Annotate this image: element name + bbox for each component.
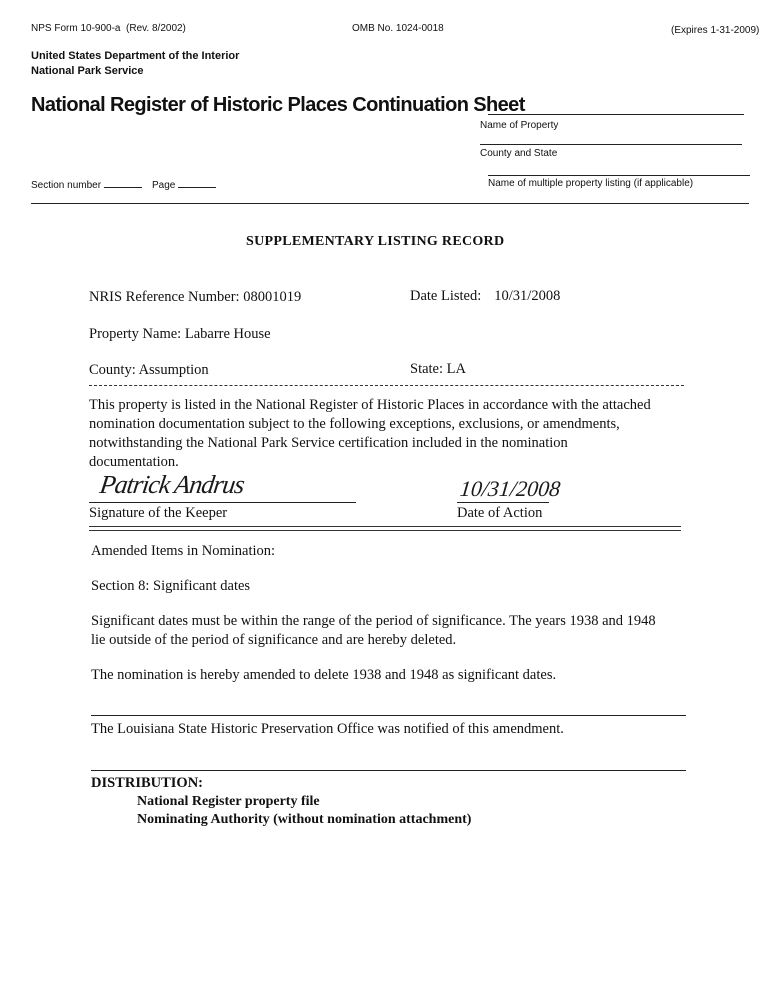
department-name: United States Department of the Interior	[31, 50, 240, 62]
amended-section: Section 8: Significant dates	[91, 578, 251, 594]
county-value: Assumption	[138, 362, 209, 378]
action-date-line	[457, 502, 549, 503]
page-label: Page	[152, 180, 176, 191]
expiration-date: (Expires 1-31-2009)	[671, 25, 760, 36]
name-of-property-label: Name of Property	[480, 120, 559, 131]
paragraph-line: Significant dates must be within the range of the period of significance. The years 1938 and 1948	[91, 613, 656, 629]
statement-line: notwithstanding the National Park Service certification included in the nomination	[89, 435, 568, 451]
date-listed-label: Date Listed:	[410, 288, 482, 304]
form-number: NPS Form 10-900-a	[31, 23, 121, 34]
dashed-divider	[89, 385, 684, 386]
nris-reference	[89, 289, 301, 306]
state-label: State:	[410, 361, 444, 377]
significant-dates-paragraph	[91, 612, 691, 650]
page-number-blank	[178, 177, 216, 188]
amendment-statement: The nomination is hereby amended to delete 1938 and 1948 as significant dates.	[91, 667, 557, 683]
property-name	[89, 326, 271, 343]
signature-line	[89, 502, 356, 503]
distribution-heading: DISTRIBUTION:	[91, 775, 203, 791]
nris-value: 08001019	[243, 289, 302, 305]
property-name-value: Labarre House	[184, 326, 271, 342]
agency-name: National Park Service	[31, 65, 144, 77]
listing-statement	[89, 396, 689, 472]
section-number-label: Section number	[31, 180, 102, 191]
distribution-item: National Register property file	[137, 794, 320, 809]
statement-line: This property is listed in the National Register of Historic Places in accordance with the attached	[89, 397, 651, 413]
double-divider	[89, 526, 681, 531]
shpo-notification: The Louisiana State Historic Preservation Office was notified of this amendment.	[91, 721, 564, 737]
multiple-listing-line	[488, 175, 750, 176]
omb-number: OMB No. 1024-0018	[352, 23, 444, 34]
header-divider	[31, 203, 749, 204]
county-state-label: County and State	[480, 148, 558, 159]
form-revision: (Rev. 8/2002)	[126, 23, 186, 34]
amended-items-heading: Amended Items in Nomination:	[91, 543, 276, 559]
nris-label: NRIS Reference Number:	[89, 289, 240, 305]
sheet-title: National Register of Historic Places Continuation Sheet	[31, 94, 525, 116]
multiple-listing-label: Name of multiple property listing (if applicable)	[488, 178, 694, 189]
distribution-item: Nominating Authority (without nomination attachment)	[137, 812, 472, 827]
section-number-blank	[104, 177, 142, 188]
keeper-signature: Patrick Andrus	[98, 470, 246, 499]
section-number-field	[31, 177, 142, 191]
county-label: County:	[89, 362, 136, 378]
page-field	[152, 177, 216, 191]
state-value: LA	[446, 361, 466, 377]
name-of-property-line	[488, 114, 744, 115]
signature-label: Signature of the Keeper	[89, 505, 228, 521]
county-state-line	[480, 144, 742, 145]
distribution-divider	[91, 770, 686, 771]
paragraph-line: lie outside of the period of significance and are hereby deleted.	[91, 632, 457, 648]
date-of-action-label: Date of Action	[457, 505, 543, 521]
form-id	[31, 23, 186, 34]
state	[410, 361, 466, 378]
date-listed-value: 10/31/2008	[494, 288, 561, 304]
statement-line: documentation.	[89, 454, 179, 470]
notification-divider	[91, 715, 686, 716]
date-listed	[410, 288, 560, 305]
county	[89, 362, 209, 379]
handwritten-action-date: 10/31/2008	[458, 476, 562, 501]
statement-line: nomination documentation subject to the following exceptions, exclusions, or amendments,	[89, 416, 620, 432]
record-title: SUPPLEMENTARY LISTING RECORD	[246, 234, 505, 249]
property-name-label: Property Name:	[89, 326, 182, 342]
